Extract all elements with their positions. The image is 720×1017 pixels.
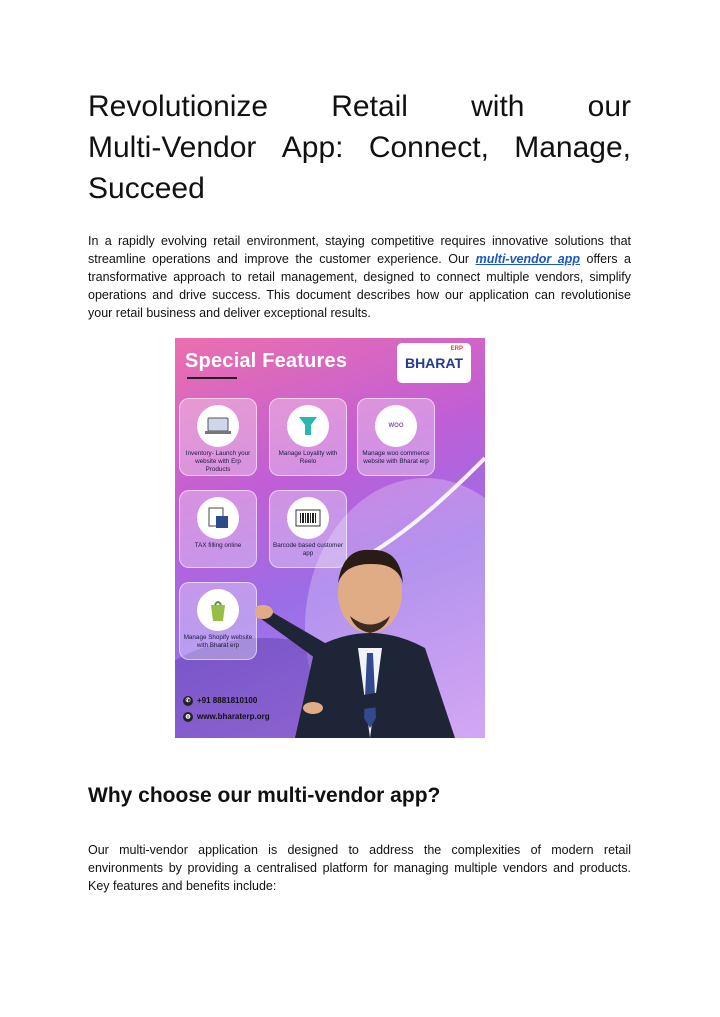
website-contact — [183, 712, 270, 722]
logo-sup: ERP — [450, 346, 463, 352]
globe-icon: ◍ — [183, 712, 193, 722]
title-word: our — [587, 90, 631, 123]
section-paragraph: Our multi-vendor application is designed to address the complexities of modern retail environments by providing a centralised platform for managing multiple vendors and products. Key features and benefits include: — [88, 843, 631, 893]
title-word: Multi-Vendor — [88, 131, 257, 164]
logo-text: BHARAT — [404, 355, 464, 371]
intro-text-before: In a rapidly evolving retail environment, staying competitive requires innovative solutions that streamline operations and improve the customer experience. Our — [88, 234, 631, 266]
phone-contact — [183, 696, 257, 706]
feature-card-loyalty — [269, 398, 347, 476]
feature-card-inventory — [179, 398, 257, 476]
title-line-3: Succeed — [88, 172, 205, 205]
document-title — [88, 86, 631, 209]
title-word: Retail — [331, 90, 408, 123]
website-url: www.bharaterp.org — [197, 712, 270, 722]
section-heading: Why choose our multi-vendor app? — [88, 784, 441, 807]
title-line-2 — [88, 127, 631, 168]
title-line-1 — [88, 86, 631, 127]
intro-paragraph — [88, 232, 631, 322]
tax-calculator-icon — [197, 497, 239, 539]
intro-text-after: offers a transformative approach to retail management, designed to connect multiple vendors, simplify operations and drive success. This document describes how our application can revolutionise your retail business and deliver exceptional results. — [88, 252, 631, 320]
feature-label: TAX filling online — [194, 542, 242, 549]
feature-card-tax — [179, 490, 257, 568]
feature-label: Manage Shopify website with Bharat erp — [183, 634, 253, 649]
title-word: Revolutionize — [88, 90, 269, 123]
heading-underline — [187, 377, 237, 379]
feature-label: Barcode based customer app — [273, 542, 344, 557]
feature-card-woocommerce — [357, 398, 435, 476]
title-word: Manage, — [514, 131, 631, 164]
title-word: with — [471, 90, 525, 123]
phone-number: +91 8881810100 — [197, 696, 258, 706]
woocommerce-icon: WOO — [375, 405, 417, 447]
title-word: App: — [281, 131, 344, 164]
feature-card-shopify — [179, 582, 257, 660]
phone-icon: ✆ — [183, 696, 193, 706]
laptop-icon — [197, 405, 239, 447]
reelo-logo-icon — [287, 405, 329, 447]
bharat-erp-logo — [397, 343, 471, 383]
businessman-image — [255, 498, 485, 738]
multi-vendor-app-link[interactable]: multi-vendor app — [475, 252, 580, 266]
special-features-poster — [175, 338, 485, 738]
feature-label: Manage Loyality with Reelo — [278, 450, 338, 465]
shopify-bag-icon — [197, 589, 239, 631]
feature-label: Inventory- Launch your website with Erp Products — [185, 450, 251, 473]
feature-label: Manage woo commerce website with Bharat erp — [362, 450, 430, 465]
poster-heading: Special Features — [185, 350, 348, 372]
title-word: Connect, — [368, 131, 489, 164]
